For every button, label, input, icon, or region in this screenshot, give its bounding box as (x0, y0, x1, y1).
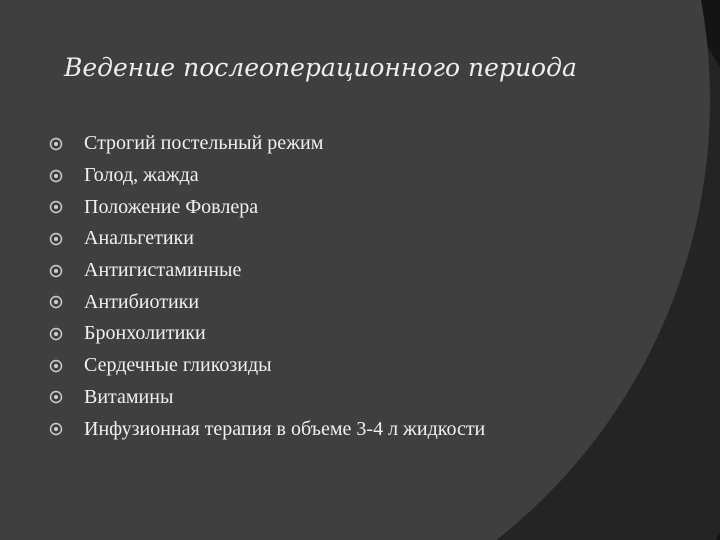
list-item-label: Антибиотики (84, 290, 200, 313)
list-item (48, 286, 485, 318)
circled-dot-icon (48, 388, 72, 406)
list-item (48, 128, 485, 160)
list-item-label: Голод, жажда (84, 164, 199, 187)
circled-dot-icon (48, 167, 72, 185)
list-item-label: Инфузионная терапия в объеме 3-4 л жидкости (84, 417, 486, 440)
list-item (48, 255, 485, 287)
list-item (48, 160, 485, 192)
bullet-list (48, 128, 485, 445)
list-item (48, 382, 485, 414)
list-item (48, 318, 485, 350)
list-item-label: Строгий постельный режим (84, 132, 324, 155)
circled-dot-icon (48, 262, 72, 280)
list-item-label: Витамины (84, 385, 174, 408)
list-item (48, 191, 485, 223)
circled-dot-icon (48, 198, 72, 216)
list-item (48, 413, 485, 445)
circled-dot-icon (48, 135, 72, 153)
list-item-label: Положение Фовлера (84, 195, 259, 218)
list-item (48, 350, 485, 382)
slide-title: Ведение послеоперационного периода (64, 53, 577, 82)
list-item-label: Бронхолитики (84, 322, 206, 345)
list-item-label: Анальгетики (84, 227, 194, 250)
list-item (48, 223, 485, 255)
circled-dot-icon (48, 293, 72, 311)
circled-dot-icon (48, 230, 72, 248)
circled-dot-icon (48, 420, 72, 438)
circled-dot-icon (48, 325, 72, 343)
list-item-label: Антигистаминные (84, 259, 242, 282)
circled-dot-icon (48, 357, 72, 375)
list-item-label: Сердечные гликозиды (84, 354, 272, 377)
